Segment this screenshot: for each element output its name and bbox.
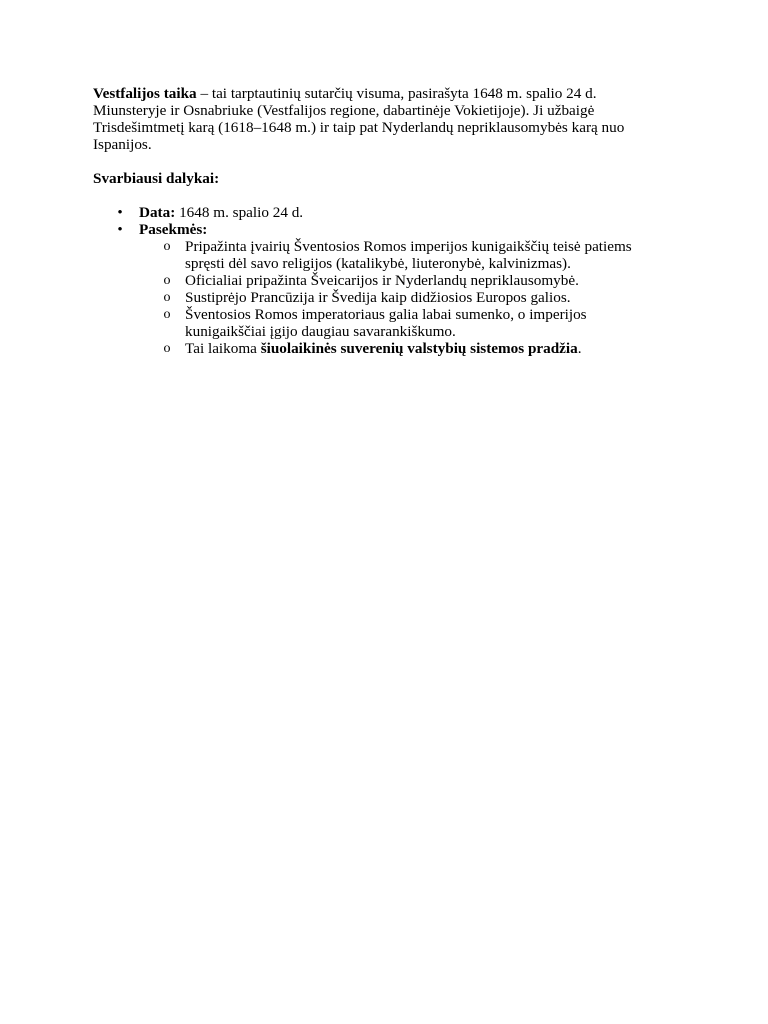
section-heading bbox=[93, 170, 653, 187]
consequence-text: Oficialiai pripažinta Šveicarijos ir Nyderlandų nepriklausomybė. bbox=[185, 272, 579, 289]
consequence-item bbox=[139, 272, 653, 289]
sub-bullet-marker: o bbox=[163, 307, 171, 322]
consequence-bold: šiuolaikinės suverenių valstybių sistemos pradžia bbox=[260, 340, 578, 357]
sub-bullet-marker: o bbox=[163, 273, 171, 288]
bullet-marker: • bbox=[117, 204, 123, 221]
sub-bullet-marker: o bbox=[163, 239, 171, 254]
intro-paragraph bbox=[93, 85, 653, 153]
consequence-suffix: . bbox=[577, 340, 582, 357]
intro-term: Vestfalijos taika bbox=[93, 85, 197, 102]
document-body bbox=[93, 85, 653, 357]
blank-line bbox=[93, 187, 653, 204]
consequence-item bbox=[139, 238, 653, 272]
list-item-consequences bbox=[93, 221, 653, 357]
consequence-text: Šventosios Romos imperatoriaus galia labai sumenko, o imperijos kunigaikščiai įgijo daugiau savarankiškumo. bbox=[185, 306, 587, 340]
section-heading-text: Svarbiausi dalykai: bbox=[93, 170, 220, 187]
consequence-text: Sustiprėjo Prancūzija ir Švedija kaip didžiosios Europos galios. bbox=[185, 289, 571, 306]
consequences-list bbox=[139, 238, 653, 357]
bullet-marker: • bbox=[117, 221, 123, 238]
consequence-item bbox=[139, 289, 653, 306]
intro-text: – tai tarptautinių sutarčių visuma, pasirašyta 1648 m. spalio 24 d. Miunsteryje ir Osnabriuke (Vestfalijos regione, dabartinėje Vokietijoje). Ji užbaigė Trisdešimtmetį karą (1618–1648 m.) ir taip pat Nyderlandų nepriklausomybės karą nuo Ispanijos. bbox=[93, 85, 625, 153]
main-list bbox=[93, 204, 653, 357]
consequence-prefix: Tai laikoma bbox=[185, 340, 261, 357]
list-item-date bbox=[93, 204, 653, 221]
consequence-item bbox=[139, 340, 653, 357]
sub-bullet-marker: o bbox=[163, 290, 171, 305]
sub-bullet-marker: o bbox=[163, 341, 171, 356]
consequences-label: Pasekmės: bbox=[139, 221, 208, 238]
consequence-text: Pripažinta įvairių Šventosios Romos imperijos kunigaikščių teisė patiems spręsti dėl savo religijos (katalikybė, liuteronybė, kalvinizmas). bbox=[185, 238, 632, 272]
consequence-item bbox=[139, 306, 653, 340]
date-label: Data: bbox=[139, 204, 176, 221]
blank-line bbox=[93, 153, 653, 170]
date-value: 1648 m. spalio 24 d. bbox=[175, 204, 304, 221]
